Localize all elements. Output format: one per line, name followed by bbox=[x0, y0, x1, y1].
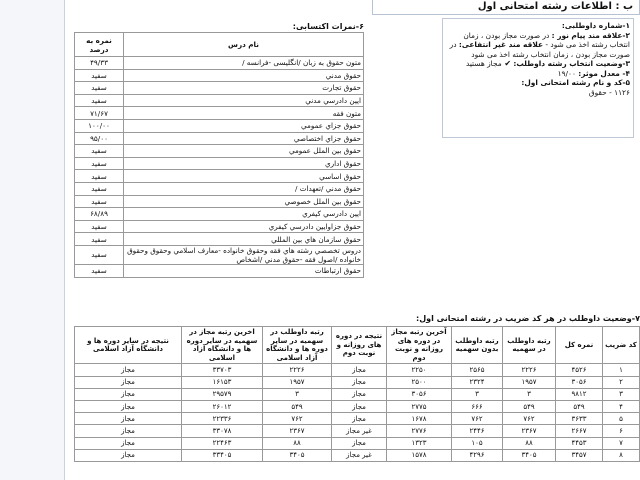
rank-cell: مجاز bbox=[332, 400, 387, 412]
rank-cell: ۸۸ bbox=[503, 437, 556, 449]
rank-cell: ۲۳۶۷ bbox=[263, 425, 332, 437]
rank-cell: ۱۶۷۸ bbox=[387, 413, 452, 425]
grade-row bbox=[75, 157, 364, 170]
rank-col-header: نتیجه در دوره های روزانه و نوبت دوم bbox=[332, 327, 387, 364]
grade-row bbox=[75, 94, 364, 107]
rank-cell: ۱۹۵۷ bbox=[503, 376, 556, 388]
grade-score: سفید bbox=[75, 69, 124, 82]
rank-cell: مجاز bbox=[332, 437, 387, 449]
grade-row bbox=[75, 119, 364, 132]
rank-cell: ۳ bbox=[603, 388, 640, 400]
rank-title: ۷-وضعیت داوطلب در هر کد ضریب در رشته امتحانی اول: bbox=[416, 314, 640, 323]
grade-row bbox=[75, 170, 364, 183]
rank-cell: ۳ bbox=[452, 388, 503, 400]
rank-col-header: کد ضریب bbox=[603, 327, 640, 364]
rank-cell: غیر مجاز bbox=[332, 425, 387, 437]
grade-score: سفید bbox=[75, 157, 124, 170]
rank-cell: ۳ bbox=[263, 388, 332, 400]
grade-course: ايين دادرسي مدني bbox=[124, 94, 364, 107]
grade-course: حقوق ارتباطات bbox=[124, 264, 364, 277]
grade-course: حقوق مدني bbox=[124, 69, 364, 82]
grade-score: ۹۵/۰۰ bbox=[75, 132, 124, 145]
rank-cell: ۲۴۴۶ bbox=[452, 425, 503, 437]
grade-course: حقوق اساسي bbox=[124, 170, 364, 183]
rank-cell: ۲ bbox=[603, 376, 640, 388]
grade-score: سفید bbox=[75, 94, 124, 107]
rank-cell: ۷ bbox=[603, 437, 640, 449]
grade-row bbox=[75, 208, 364, 221]
rank-cell: ۳۴۵۷ bbox=[556, 449, 603, 461]
rank-cell: ۲۳۶۷ bbox=[503, 425, 556, 437]
grades-col-course: نام درس bbox=[124, 33, 364, 57]
rank-cell: ۷۶۲ bbox=[263, 413, 332, 425]
rank-cell: مجاز bbox=[75, 413, 182, 425]
grades-table bbox=[74, 32, 364, 278]
grade-score: ۴۹/۳۳ bbox=[75, 57, 124, 70]
rank-row bbox=[75, 449, 640, 461]
rank-cell: ۲۵۶۵ bbox=[452, 364, 503, 376]
rank-row bbox=[75, 413, 640, 425]
info-field-label: ۵-کد و نام رشته امتحانی اول: bbox=[521, 78, 630, 87]
rank-col-header: اخرین رتبه مجاز در سهمیه در سایر دوره ها و دانشگاه آزاد اسلامی bbox=[182, 327, 263, 364]
rank-cell: مجاز bbox=[332, 413, 387, 425]
grades-title: ۶-نمرات اکتسابی: bbox=[292, 22, 364, 31]
grade-row bbox=[75, 107, 364, 120]
rank-cell: ۲۳۲۴ bbox=[452, 376, 503, 388]
rank-cell: ۱۵۷۸ bbox=[387, 449, 452, 461]
grade-course: حقوق بين الملل عمومي bbox=[124, 145, 364, 158]
rank-cell: مجاز bbox=[332, 364, 387, 376]
rank-cell: ۲۶۰۱۲ bbox=[182, 400, 263, 412]
rank-row bbox=[75, 388, 640, 400]
rank-cell: ۸ bbox=[603, 449, 640, 461]
rank-cell: ۵ bbox=[603, 413, 640, 425]
rank-col-header: رتبه داوطلب بدون سهمیه bbox=[452, 327, 503, 364]
rank-cell: ۲۹۵۷۹ bbox=[182, 388, 263, 400]
rank-cell: ۲۵۰۰ bbox=[387, 376, 452, 388]
grade-score: سفید bbox=[75, 220, 124, 233]
grade-score: ۷۱/۶۷ bbox=[75, 107, 124, 120]
rank-col-header: نمره کل bbox=[556, 327, 603, 364]
grade-course: متون حقوق به زبان /انگلیسی -فرانسه / bbox=[124, 57, 364, 70]
grade-course: حقوق بين الملل خصوصي bbox=[124, 195, 364, 208]
rank-cell: مجاز bbox=[75, 400, 182, 412]
grade-score: سفید bbox=[75, 245, 124, 264]
rank-cell: مجاز bbox=[75, 425, 182, 437]
rank-cell: مجاز bbox=[332, 388, 387, 400]
rank-cell: مجاز bbox=[75, 376, 182, 388]
grade-course: حقوق مدني /تعهدات / bbox=[124, 182, 364, 195]
rank-cell: ۳۴۰۵ bbox=[263, 449, 332, 461]
info-field-value: ۱۱۲۶ - حقوق bbox=[588, 87, 630, 97]
grade-course: حقوق سازمان هاي بين المللي bbox=[124, 233, 364, 246]
grade-score: سفید bbox=[75, 82, 124, 95]
rank-cell: ۲۷۷۶ bbox=[387, 425, 452, 437]
grade-row bbox=[75, 82, 364, 95]
rank-row bbox=[75, 425, 640, 437]
rank-cell: ۹۸۱۲ bbox=[556, 388, 603, 400]
rank-cell: مجاز bbox=[75, 449, 182, 461]
grade-course: حقوق تجارت bbox=[124, 82, 364, 95]
grades-col-score: نمره به درصد bbox=[75, 33, 124, 57]
rank-row bbox=[75, 437, 640, 449]
grade-course: متون فقه bbox=[124, 107, 364, 120]
grade-course: حقوق جزاي اختصاصي bbox=[124, 132, 364, 145]
info-gpa: ۴- معدل موثر: ۱۹/۰۰ bbox=[557, 68, 630, 78]
rank-cell: ۲۲۵۰ bbox=[387, 364, 452, 376]
info-selection-status: ۳-وضعیت انتخاب رشته داوطلب: ✔ مجاز هستید bbox=[465, 59, 630, 68]
grade-score: ۱۰۰/۰۰ bbox=[75, 119, 124, 132]
grade-score: سفید bbox=[75, 233, 124, 246]
rank-cell: ۳ bbox=[503, 388, 556, 400]
section-title: ب : اطلاعات رشته امتحانی اول bbox=[477, 1, 633, 12]
rank-cell: ۱۳۲۳ bbox=[387, 437, 452, 449]
grade-row bbox=[75, 132, 364, 145]
rank-cell: ۵۴۹ bbox=[503, 400, 556, 412]
rank-cell: ۳۶۳۳ bbox=[556, 413, 603, 425]
rank-cell: ۳۳۴۰۵ bbox=[182, 449, 263, 461]
grade-course: حقوق اداري bbox=[124, 157, 364, 170]
rank-cell: ۲۲۴۶۳ bbox=[182, 437, 263, 449]
grade-row bbox=[75, 182, 364, 195]
rank-cell: ۲۲۲۶ bbox=[503, 364, 556, 376]
rank-cell: ۳۰۵۶ bbox=[556, 376, 603, 388]
rank-cell: ۴۲۹۶ bbox=[452, 449, 503, 461]
section-header bbox=[372, 0, 640, 15]
rank-table bbox=[74, 326, 640, 462]
rank-cell: ۱ bbox=[603, 364, 640, 376]
grade-row bbox=[75, 220, 364, 233]
rank-col-header: آخرین رتبه مجاز در دوره های روزانه و نوبت دوم bbox=[387, 327, 452, 364]
rank-cell: ۷۶۲ bbox=[503, 413, 556, 425]
rank-cell: ۴ bbox=[603, 400, 640, 412]
info-candidate-number: ۱-شماره داوطلبی: bbox=[561, 21, 630, 30]
rank-cell: ۲۲۲۶ bbox=[263, 364, 332, 376]
rank-cell: ۶۶۶ bbox=[452, 400, 503, 412]
grade-course: حقوق جزاي عمومي bbox=[124, 119, 364, 132]
rank-cell: ۱۶۱۵۳ bbox=[182, 376, 263, 388]
grade-course: دروس تخصصي رشته هاي فقه وحقوق خانواده -معارف اسلامي وحقوق وحقوق خانواده /اصول فقه -حقوق مدني /اشخاص bbox=[124, 245, 364, 264]
rank-cell: ۲۶۶۷ bbox=[556, 425, 603, 437]
rank-cell: ۳۳۰۷۸ bbox=[182, 425, 263, 437]
grade-course: حقوق جزاوايين دادرسي كيفري bbox=[124, 220, 364, 233]
rank-cell: ۷۶۲ bbox=[452, 413, 503, 425]
rank-cell: غیر مجاز bbox=[332, 449, 387, 461]
grade-course: ايين دادرسي كيفري bbox=[124, 208, 364, 221]
rank-row bbox=[75, 376, 640, 388]
rank-cell: ۳۴۰۵ bbox=[503, 449, 556, 461]
grade-score: ۶۸/۸۹ bbox=[75, 208, 124, 221]
grade-score: سفید bbox=[75, 264, 124, 277]
rank-cell: مجاز bbox=[75, 364, 182, 376]
grade-score: سفید bbox=[75, 170, 124, 183]
grade-row bbox=[75, 245, 364, 264]
grade-row bbox=[75, 233, 364, 246]
rank-cell: ۱۹۵۷ bbox=[263, 376, 332, 388]
grade-score: سفید bbox=[75, 182, 124, 195]
rank-cell: مجاز bbox=[75, 388, 182, 400]
rank-cell: ۶ bbox=[603, 425, 640, 437]
rank-col-header: نتیجه در سایر دوره ها و دانشگاه آزاد اسلامی bbox=[75, 327, 182, 364]
rank-cell: ۵۴۹ bbox=[556, 400, 603, 412]
check-icon: ✔ bbox=[504, 59, 512, 68]
rank-row bbox=[75, 400, 640, 412]
grade-score: سفید bbox=[75, 145, 124, 158]
rank-cell: ۸۸ bbox=[263, 437, 332, 449]
grade-row bbox=[75, 195, 364, 208]
grade-row bbox=[75, 264, 364, 277]
grade-row bbox=[75, 57, 364, 70]
grade-row bbox=[75, 145, 364, 158]
rank-cell: ۵۴۹ bbox=[263, 400, 332, 412]
grade-row bbox=[75, 69, 364, 82]
rank-col-header: رتبه داوطلب در سهمیه در سایر دوره ها و دانشگاه آزاد اسلامی bbox=[263, 327, 332, 364]
candidate-info-box bbox=[442, 18, 634, 138]
rank-cell: ۱۰۵ bbox=[452, 437, 503, 449]
rank-cell: ۳۰۵۶ bbox=[387, 388, 452, 400]
rank-row bbox=[75, 364, 640, 376]
rank-cell: ۴۴۵۳ bbox=[556, 437, 603, 449]
rank-cell: مجاز bbox=[75, 437, 182, 449]
rank-cell: ۳۳۷۰۳ bbox=[182, 364, 263, 376]
rank-col-header: رتبه داوطلب در سهمیه bbox=[503, 327, 556, 364]
rank-cell: ۲۷۷۵ bbox=[387, 400, 452, 412]
info-interest: ۲-علاقه مند پیام نور : در صورت مجاز بودن ، زمان انتخاب رشته اخذ می شود - علاقه مند غیر انتفاعی: در صورت مجاز بودن ، زمان انتخاب رشته اخذ می شود bbox=[449, 30, 630, 59]
rank-cell: ۴۵۲۶ bbox=[556, 364, 603, 376]
grade-score: سفید bbox=[75, 195, 124, 208]
rank-cell: مجاز bbox=[332, 376, 387, 388]
rank-cell: ۲۲۳۳۶ bbox=[182, 413, 263, 425]
